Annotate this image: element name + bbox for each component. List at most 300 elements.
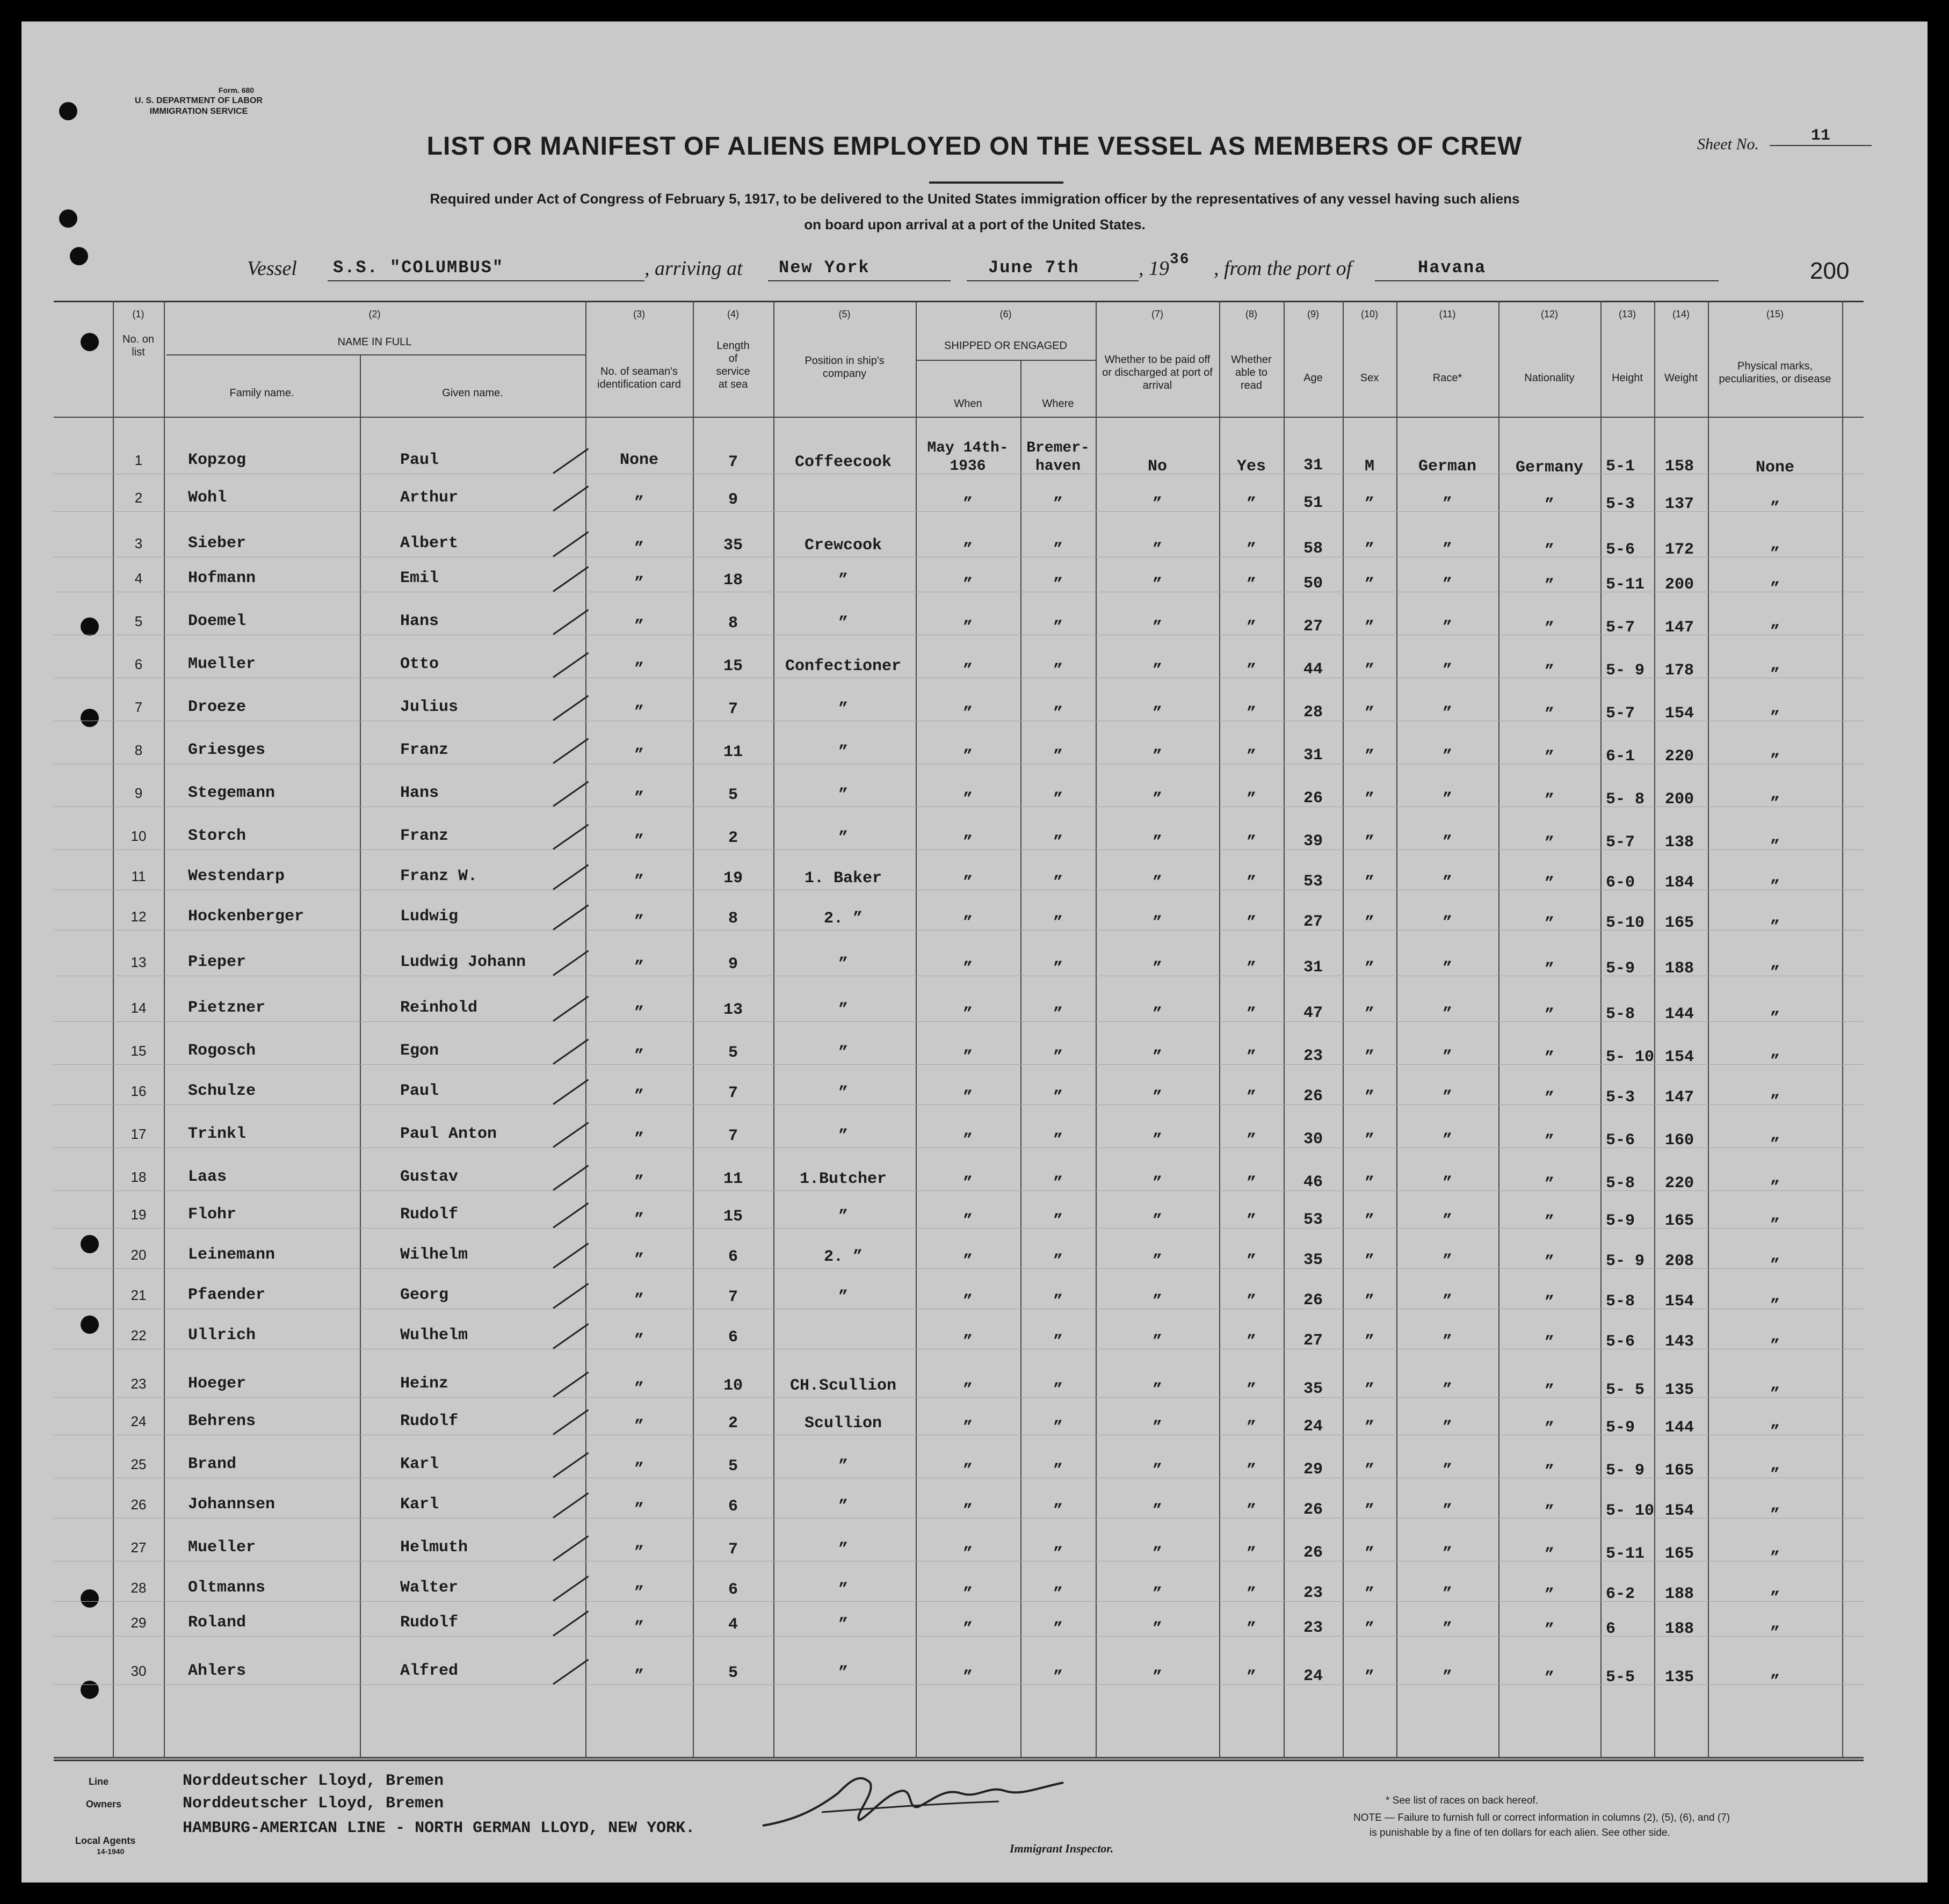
nationality-ditto: ” xyxy=(1544,1006,1555,1024)
nationality-ditto: ” xyxy=(1544,1503,1555,1521)
header-marks: Physical marks, peculiarities, or disease xyxy=(1719,360,1831,385)
paid-off-ditto: ” xyxy=(1152,541,1163,559)
able-read-ditto: ” xyxy=(1246,1005,1257,1023)
when-ditto: ” xyxy=(962,576,973,594)
position: ” xyxy=(838,1208,849,1226)
row-number: 13 xyxy=(131,954,147,970)
weight: 160 xyxy=(1665,1131,1694,1150)
nationality-ditto: ” xyxy=(1544,1132,1555,1151)
where-ditto: ” xyxy=(1053,1088,1063,1107)
given-name: Helmuth xyxy=(400,1538,468,1557)
race-ditto: ” xyxy=(1442,619,1453,637)
position: ” xyxy=(838,829,849,847)
position: ” xyxy=(838,1616,849,1634)
row-number: 28 xyxy=(131,1580,147,1596)
arriving-port: New York xyxy=(779,258,870,278)
race-ditto: ” xyxy=(1442,1333,1453,1351)
given-name: Hans xyxy=(400,784,439,802)
position: ” xyxy=(838,1498,849,1516)
position: ” xyxy=(838,786,849,804)
family-name: Wohl xyxy=(188,489,227,507)
inspector-label: Immigrant Inspector. xyxy=(1010,1842,1114,1855)
where-ditto: ” xyxy=(1053,790,1063,809)
family-name: Roland xyxy=(188,1614,247,1632)
able-read-ditto: ” xyxy=(1246,1292,1257,1311)
position: 1.Butcher xyxy=(799,1170,887,1188)
header-name-in-full: NAME IN FULL xyxy=(337,336,412,348)
where-ditto: ” xyxy=(1053,833,1063,852)
row-number: 25 xyxy=(131,1456,147,1472)
able-read-ditto: ” xyxy=(1246,704,1257,723)
line-value: Norddeutscher Lloyd, Bremen xyxy=(183,1772,444,1790)
margin-annotation: ​ xyxy=(53,430,55,444)
paid-off-ditto: ” xyxy=(1152,1174,1163,1193)
weight: 200 xyxy=(1665,790,1694,809)
row-number: 26 xyxy=(131,1496,147,1513)
id-card-ditto: ” xyxy=(634,873,644,891)
height: 6-2 xyxy=(1606,1585,1635,1603)
service-length: 9 xyxy=(728,491,738,509)
weight: 165 xyxy=(1665,914,1694,932)
paid-off-ditto: ” xyxy=(1152,1545,1163,1563)
manifest-sheet xyxy=(21,21,1928,1883)
able-read-ditto: ” xyxy=(1246,541,1257,559)
able-read-ditto: ” xyxy=(1246,495,1257,513)
nationality-ditto: ” xyxy=(1544,706,1555,724)
sex-ditto: ” xyxy=(1364,1381,1375,1399)
family-name: Rogosch xyxy=(188,1042,256,1060)
row-rule xyxy=(54,511,1864,512)
subtitle-line-2: on board upon arrival at a port of the United States. xyxy=(804,216,1146,232)
able-read-ditto: ” xyxy=(1246,790,1257,809)
when-ditto: ” xyxy=(962,1620,973,1638)
able-read-ditto: ” xyxy=(1246,960,1257,978)
row-number: 27 xyxy=(131,1539,147,1556)
sex-ditto: ” xyxy=(1364,1252,1375,1270)
paid-off-ditto: ” xyxy=(1152,619,1163,637)
able-read-ditto: ” xyxy=(1246,1502,1257,1520)
physical-marks-ditto: ” xyxy=(1770,1549,1780,1567)
when-ditto: ” xyxy=(962,1381,973,1399)
row-number: 14 xyxy=(131,1000,147,1016)
when-ditto: ” xyxy=(962,1545,973,1563)
where-ditto: ” xyxy=(1053,1131,1063,1150)
sex-ditto: ” xyxy=(1364,1419,1375,1437)
when-ditto: ” xyxy=(962,1462,973,1480)
sex-ditto: ” xyxy=(1364,1333,1375,1351)
sheet-number-label: Sheet No. xyxy=(1697,135,1759,153)
physical-marks-ditto: ” xyxy=(1770,1624,1780,1643)
where-ditto: ” xyxy=(1053,1585,1063,1603)
col-number: (6) xyxy=(999,309,1012,319)
id-card-ditto: ” xyxy=(634,1619,644,1637)
age: 50 xyxy=(1303,575,1323,593)
row-number: 2 xyxy=(134,490,143,506)
col-number: (15) xyxy=(1766,309,1784,319)
physical-marks-ditto: ” xyxy=(1770,795,1780,813)
height: 5- 9 xyxy=(1606,1462,1645,1480)
year-prefix: , 19 xyxy=(1139,257,1169,280)
paid-off-ditto: ” xyxy=(1152,833,1163,852)
row-rule xyxy=(54,1147,1864,1148)
nationality-ditto: ” xyxy=(1544,577,1555,595)
given-name: Julius xyxy=(400,698,459,716)
physical-marks-ditto: ” xyxy=(1770,1673,1780,1691)
owners-value: Norddeutscher Lloyd, Bremen xyxy=(183,1794,444,1813)
id-card-ditto: ” xyxy=(634,1667,644,1685)
where-ditto: ” xyxy=(1053,662,1063,680)
age: 30 xyxy=(1303,1130,1323,1149)
date-underline xyxy=(967,280,1139,281)
race-ditto: ” xyxy=(1442,576,1453,594)
col-rule xyxy=(1498,301,1499,1758)
col-number: (2) xyxy=(368,309,381,319)
physical-marks-ditto: ” xyxy=(1770,878,1780,896)
service-length: 6 xyxy=(728,1248,738,1266)
height: 5-6 xyxy=(1606,1131,1635,1150)
family-name: Behrens xyxy=(188,1412,256,1430)
sex-ditto: ” xyxy=(1364,1462,1375,1480)
when-ditto: ” xyxy=(962,662,973,680)
row-number: 4 xyxy=(134,570,143,586)
when-shipped: May 14th-1936 xyxy=(927,440,1009,475)
row-number: 12 xyxy=(131,909,147,925)
row-number: 15 xyxy=(131,1043,147,1059)
race-ditto: ” xyxy=(1442,1502,1453,1520)
when-ditto: ” xyxy=(962,833,973,852)
paid-off-ditto: ” xyxy=(1152,1462,1163,1480)
sex-ditto: ” xyxy=(1364,1502,1375,1520)
paid-off-ditto: ” xyxy=(1152,1088,1163,1107)
weight: 154 xyxy=(1665,1292,1694,1311)
position: ” xyxy=(838,1127,849,1145)
id-card-ditto: ” xyxy=(634,703,644,722)
height: 5-10 xyxy=(1606,914,1645,932)
family-name: Ahlers xyxy=(188,1662,247,1680)
family-name: Hockenberger xyxy=(188,907,305,926)
header-race: Race* xyxy=(1432,372,1462,384)
row-number: 8 xyxy=(134,742,143,758)
race-ditto: ” xyxy=(1442,1292,1453,1311)
paid-off-ditto: ” xyxy=(1152,1585,1163,1603)
service-length: 7 xyxy=(728,453,738,471)
col-number: (7) xyxy=(1151,309,1163,319)
position: ” xyxy=(838,1540,849,1559)
position: CH.Scullion xyxy=(789,1377,897,1395)
position: 1. Baker xyxy=(804,869,882,888)
position: ” xyxy=(838,1084,849,1102)
service-name: IMMIGRATION SERVICE xyxy=(149,107,248,116)
row-number: 3 xyxy=(134,535,143,551)
nationality-ditto: ” xyxy=(1544,875,1555,893)
when-ditto: ” xyxy=(962,790,973,809)
height: 5- 9 xyxy=(1606,1252,1645,1270)
physical-marks-ditto: ” xyxy=(1770,1506,1780,1524)
sex-ditto: ” xyxy=(1364,874,1375,892)
weight: 200 xyxy=(1665,576,1694,594)
nationality-ditto: ” xyxy=(1544,834,1555,853)
able-read-ditto: ” xyxy=(1246,1174,1257,1193)
header-family-name: Family name. xyxy=(229,387,294,399)
nationality-ditto: ” xyxy=(1544,620,1555,638)
race-ditto: ” xyxy=(1442,1088,1453,1107)
age: 23 xyxy=(1303,1584,1323,1602)
when-ditto: ” xyxy=(962,914,973,932)
where-ditto: ” xyxy=(1053,1419,1063,1437)
family-name: Westendarp xyxy=(188,867,285,885)
row-number: 16 xyxy=(131,1083,147,1099)
name-subheader-rule xyxy=(166,354,585,355)
col-rule xyxy=(1396,301,1397,1758)
family-name: Hofmann xyxy=(188,569,256,587)
race-ditto: ” xyxy=(1442,833,1453,852)
sex-ditto: ” xyxy=(1364,833,1375,852)
footer-top-rule xyxy=(54,1757,1864,1758)
able-read-ditto: ” xyxy=(1246,1252,1257,1270)
arrival-date: June 7th xyxy=(988,258,1079,278)
sex-ditto: ” xyxy=(1364,1585,1375,1603)
age: 27 xyxy=(1303,913,1323,931)
nationality-ditto: ” xyxy=(1544,1049,1555,1067)
paid-off-ditto: ” xyxy=(1152,662,1163,680)
given-name: Franz xyxy=(400,741,449,759)
position: ” xyxy=(838,1001,849,1019)
able-read-ditto: ” xyxy=(1246,874,1257,892)
paid-off-ditto: ” xyxy=(1152,1131,1163,1150)
able-read: Yes xyxy=(1236,457,1266,476)
col-rule xyxy=(164,301,165,1758)
given-name: Walter xyxy=(400,1579,459,1597)
col-rule xyxy=(773,301,774,1758)
service-length: 5 xyxy=(728,1664,738,1682)
row-number: 9 xyxy=(134,785,143,801)
physical-marks-ditto: ” xyxy=(1770,1179,1780,1197)
able-read-ditto: ” xyxy=(1246,1333,1257,1351)
weight: 137 xyxy=(1665,495,1694,513)
sex-ditto: ” xyxy=(1364,576,1375,594)
id-card-ditto: ” xyxy=(634,1418,644,1436)
weight: 154 xyxy=(1665,1502,1694,1520)
when-ditto: ” xyxy=(962,1174,973,1193)
able-read-ditto: ” xyxy=(1246,1048,1257,1066)
where-ditto: ” xyxy=(1053,576,1063,594)
row-number: 6 xyxy=(134,656,143,672)
race-ditto: ” xyxy=(1442,747,1453,766)
nationality-ditto: ” xyxy=(1544,1463,1555,1481)
when-ditto: ” xyxy=(962,1131,973,1150)
age: 23 xyxy=(1303,1619,1323,1637)
height: 5-9 xyxy=(1606,1212,1635,1230)
given-name: Wilhelm xyxy=(400,1246,468,1264)
service-length: 9 xyxy=(728,955,738,973)
given-name: Rudolf xyxy=(400,1412,459,1430)
header-height: Height xyxy=(1612,372,1643,384)
nationality-ditto: ” xyxy=(1544,542,1555,560)
where-ditto: ” xyxy=(1053,541,1063,559)
when-ditto: ” xyxy=(962,960,973,978)
header-id-card: No. of seaman's identification card xyxy=(597,366,681,390)
height: 5-8 xyxy=(1606,1292,1635,1311)
nationality-ditto: ” xyxy=(1544,1669,1555,1688)
weight: 135 xyxy=(1665,1668,1694,1687)
paid-off-ditto: ” xyxy=(1152,1668,1163,1687)
header-position: Position in ship's company xyxy=(805,355,885,380)
service-length: 7 xyxy=(728,1540,738,1559)
col-number: (10) xyxy=(1360,309,1378,319)
vessel-label: Vessel xyxy=(247,257,297,280)
form-number: Form. 680 xyxy=(218,86,255,95)
age: 24 xyxy=(1303,1418,1323,1436)
punch-hole xyxy=(59,102,77,120)
col-number: (14) xyxy=(1672,309,1690,319)
nationality-ditto: ” xyxy=(1544,1546,1555,1564)
physical-marks-ditto: ” xyxy=(1770,1093,1780,1111)
service-length: 19 xyxy=(723,869,743,888)
header-nationality: Nationality xyxy=(1524,372,1575,384)
given-name: Paul xyxy=(400,1082,439,1100)
position: Confectioner xyxy=(785,657,902,675)
position: 2. ” xyxy=(823,910,863,928)
family-name: Mueller xyxy=(188,1538,256,1557)
height: 5- 9 xyxy=(1606,662,1645,680)
physical-marks-ditto: ” xyxy=(1770,964,1780,982)
race-ditto: ” xyxy=(1442,790,1453,809)
nationality-ditto: ” xyxy=(1544,1420,1555,1438)
race-ditto: ” xyxy=(1442,874,1453,892)
given-name: Franz W. xyxy=(400,867,478,885)
height: 5-3 xyxy=(1606,495,1635,513)
where-ditto: ” xyxy=(1053,1545,1063,1563)
position: ” xyxy=(838,1288,849,1306)
id-card-ditto: ” xyxy=(634,540,644,558)
nationality-ditto: ” xyxy=(1544,915,1555,933)
id-card-ditto: ” xyxy=(634,913,644,931)
sex-ditto: ” xyxy=(1364,914,1375,932)
header-given-name: Given name. xyxy=(442,387,503,399)
paid-off-ditto: ” xyxy=(1152,1292,1163,1311)
given-name: Georg xyxy=(400,1286,449,1304)
service-length: 7 xyxy=(728,1084,738,1102)
service-length: 5 xyxy=(728,1457,738,1476)
race-ditto: ” xyxy=(1442,541,1453,559)
race-ditto: ” xyxy=(1442,704,1453,723)
row-number: 23 xyxy=(131,1376,147,1392)
agents-label: Local Agents xyxy=(75,1835,136,1846)
from-port-label: , from the port of xyxy=(1214,257,1352,280)
age: 26 xyxy=(1303,1501,1323,1519)
col-rule xyxy=(360,354,361,1758)
col-number: (11) xyxy=(1439,309,1456,319)
where-ditto: ” xyxy=(1053,1381,1063,1399)
arriving-label: , arriving at xyxy=(644,257,743,280)
row-number: 20 xyxy=(131,1247,147,1263)
row-number: 19 xyxy=(131,1207,147,1223)
when-ditto: ” xyxy=(962,1252,973,1270)
given-name: Alfred xyxy=(400,1662,459,1680)
race-ditto: ” xyxy=(1442,1005,1453,1023)
race-ditto: ” xyxy=(1442,1252,1453,1270)
height: 5-7 xyxy=(1606,619,1635,637)
physical-marks-ditto: ” xyxy=(1770,499,1780,518)
physical-marks-ditto: ” xyxy=(1770,1009,1780,1028)
id-card-ditto: ” xyxy=(634,1130,644,1149)
race-ditto: ” xyxy=(1442,1419,1453,1437)
able-read-ditto: ” xyxy=(1246,619,1257,637)
height: 5-11 xyxy=(1606,576,1645,594)
age: 26 xyxy=(1303,1087,1323,1106)
header-service-length: Length of service at sea xyxy=(716,340,750,390)
weight: 220 xyxy=(1665,1174,1694,1193)
physical-marks-ditto: ” xyxy=(1770,623,1780,641)
given-name: Ludwig Johann xyxy=(400,953,526,971)
id-card-ditto: ” xyxy=(634,1380,644,1398)
family-name: Oltmanns xyxy=(188,1579,266,1597)
col-rule xyxy=(113,301,114,1758)
height: 5-11 xyxy=(1606,1545,1645,1563)
nationality-ditto: ” xyxy=(1544,1213,1555,1231)
family-name: Kopzog xyxy=(188,451,247,469)
position: ” xyxy=(838,743,849,761)
physical-marks-ditto: ” xyxy=(1770,666,1780,684)
family-name: Doemel xyxy=(188,612,247,630)
where-ditto: ” xyxy=(1053,1212,1063,1230)
given-name: Wulhelm xyxy=(400,1326,468,1345)
age: 26 xyxy=(1303,1291,1323,1310)
service-length: 6 xyxy=(728,1498,738,1516)
agents-code: 14-1940 xyxy=(97,1847,125,1856)
col-rule xyxy=(1654,301,1655,1758)
age: 35 xyxy=(1303,1380,1323,1398)
row-rule xyxy=(54,1021,1864,1022)
given-name: Rudolf xyxy=(400,1205,459,1224)
id-card-ditto: ” xyxy=(634,575,644,593)
row-rule xyxy=(54,1684,1864,1685)
id-card-ditto: ” xyxy=(634,1584,644,1602)
race-ditto: ” xyxy=(1442,1585,1453,1603)
physical-marks-ditto: ” xyxy=(1770,1423,1780,1441)
subtitle-line-1: Required under Act of Congress of February 5, 1917, to be delivered to the United States immigration officer by the representatives of any vessel having such aliens xyxy=(430,191,1520,207)
age: 53 xyxy=(1303,1211,1323,1229)
id-card-ditto: ” xyxy=(634,1460,644,1479)
position: ” xyxy=(838,571,849,590)
row-number: 29 xyxy=(131,1615,147,1631)
when-ditto: ” xyxy=(962,1005,973,1023)
col-number: (1) xyxy=(132,309,144,319)
id-card-ditto: ” xyxy=(634,660,644,679)
row-rule xyxy=(54,1268,1864,1269)
title-divider xyxy=(929,181,1063,184)
header-weight: Weight xyxy=(1664,372,1698,384)
when-ditto: ” xyxy=(962,619,973,637)
row-number: 22 xyxy=(131,1327,147,1343)
header-no-on-list: No. on list xyxy=(122,333,154,358)
age: 26 xyxy=(1303,1544,1323,1562)
row-rule xyxy=(54,930,1864,931)
physical-marks-ditto: ” xyxy=(1770,1216,1780,1234)
family-name: Pieper xyxy=(188,953,247,971)
weight: 165 xyxy=(1665,1545,1694,1563)
able-read-ditto: ” xyxy=(1246,1381,1257,1399)
inspector-signature xyxy=(752,1761,1074,1836)
where-ditto: ” xyxy=(1053,495,1063,513)
col-rule xyxy=(916,301,917,1758)
where-ditto: ” xyxy=(1053,1292,1063,1311)
id-card-ditto: ” xyxy=(634,1211,644,1229)
col-number: (3) xyxy=(633,309,645,319)
arrival-year: 36 xyxy=(1170,251,1190,268)
given-name: Paul Anton xyxy=(400,1125,497,1143)
where-ditto: ” xyxy=(1053,1333,1063,1351)
